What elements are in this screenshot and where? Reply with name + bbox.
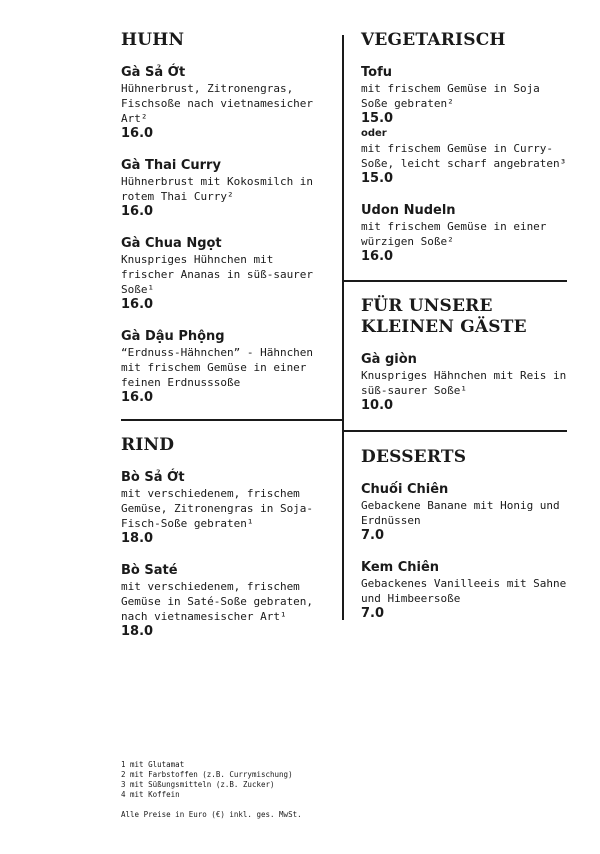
section-desserts <box>361 447 571 638</box>
dish-description: mit frischem Gemüse in Soja Soße gebraten² <box>361 82 540 110</box>
dish-price: 15.0 <box>361 111 394 126</box>
dish-price: 18.0 <box>121 531 154 546</box>
column-divider-vertical <box>342 35 344 620</box>
dish-description: Gebackene Banane mit Honig und Erdnüssen <box>361 499 560 527</box>
footnote: 3 mit Süßungsmitteln (z.B. Zucker) <box>121 780 275 789</box>
dish-price: 7.0 <box>361 528 385 543</box>
dish-price: 16.0 <box>361 249 394 264</box>
section-huhn <box>121 30 329 422</box>
menu-item <box>361 65 571 187</box>
section-title-vegetarisch: VEGETARISCH <box>361 30 506 50</box>
dish-description: Knuspriges Hühnchen mit frischer Ananas in süß-saurer Soße¹ <box>121 253 314 296</box>
dish-name: Chuối Chiên <box>361 482 449 497</box>
dish-price: 15.0 <box>361 171 394 186</box>
dish-name: Udon Nudeln <box>361 203 456 218</box>
menu-item <box>361 560 571 622</box>
dish-description: Gebackenes Vanilleeis mit Sahne und Himbeersoße <box>361 577 567 605</box>
menu-item <box>121 470 329 547</box>
divider-kinder-desserts <box>342 430 567 432</box>
dish-price: 10.0 <box>361 398 394 413</box>
section-title-huhn: HUHN <box>121 30 185 50</box>
dish-name: Bò Sả Ớt <box>121 470 185 485</box>
dish-name: Gà Dậu Phộng <box>121 329 225 344</box>
menu-item <box>361 203 571 265</box>
dish-name: Gà Chua Ngọt <box>121 236 222 251</box>
dish-price: 16.0 <box>121 297 154 312</box>
dish-name: Kem Chiên <box>361 560 440 575</box>
dish-description: “Erdnuss-Hähnchen” - Hähnchen mit frischem Gemüse in einer feinen Erdnusssoße <box>121 346 314 389</box>
dish-name: Gà Sả Ớt <box>121 65 186 80</box>
menu-item <box>121 158 329 220</box>
footnote: 1 mit Glutamat <box>121 760 185 769</box>
dish-price: 7.0 <box>361 606 385 621</box>
dish-description: mit verschiedenem, frischem Gemüse, Zitronengras in Soja-Fisch-Soße gebraten¹ <box>121 487 314 530</box>
oder-label: oder <box>361 128 387 139</box>
section-rind <box>121 435 329 656</box>
dish-price: 16.0 <box>121 126 154 141</box>
menu-item <box>121 563 329 640</box>
dish-name: Tofu <box>361 65 392 80</box>
dish-price: 18.0 <box>121 624 154 639</box>
dish-price: 16.0 <box>121 390 154 405</box>
dish-name: Gà Thai Curry <box>121 158 221 173</box>
dish-description: mit frischem Gemüse in einer würzigen Soße² <box>361 220 547 248</box>
section-kinder <box>361 296 571 430</box>
section-title-desserts: DESSERTS <box>361 447 467 467</box>
dish-description: mit frischem Gemüse in Curry-Soße, leicht scharf angebraten³ <box>361 142 567 170</box>
dish-name: Bò Saté <box>121 563 178 578</box>
dish-description: Hühnerbrust, Zitronengras, Fischsoße nach vietnamesicher Art² <box>121 82 314 125</box>
menu-item <box>361 352 571 414</box>
price-note: Alle Preise in Euro (€) inkl. ges. MwSt. <box>121 810 302 819</box>
dish-description: Knuspriges Hähnchen mit Reis in süß-saurer Soße¹ <box>361 369 567 397</box>
dish-description: mit verschiedenem, frischem Gemüse in Saté-Soße gebraten, nach vietnamesischer Art¹ <box>121 580 314 623</box>
menu-item <box>121 65 329 142</box>
section-title-rind: RIND <box>121 435 175 455</box>
dish-description: Hühnerbrust mit Kokosmilch in rotem Thai Curry² <box>121 175 314 203</box>
dish-name: Gà giòn <box>361 352 417 367</box>
section-title-kinder: FÜR UNSERE KLEINEN GÄSTE <box>361 296 527 337</box>
section-vegetarisch <box>361 30 571 281</box>
menu-item <box>121 236 329 313</box>
footnote: 4 mit Koffein <box>121 790 180 799</box>
dish-price: 16.0 <box>121 204 154 219</box>
menu-item <box>121 329 329 406</box>
menu-item <box>361 482 571 544</box>
footnote: 2 mit Farbstoffen (z.B. Currymischung) <box>121 770 293 779</box>
footnotes <box>121 760 421 820</box>
